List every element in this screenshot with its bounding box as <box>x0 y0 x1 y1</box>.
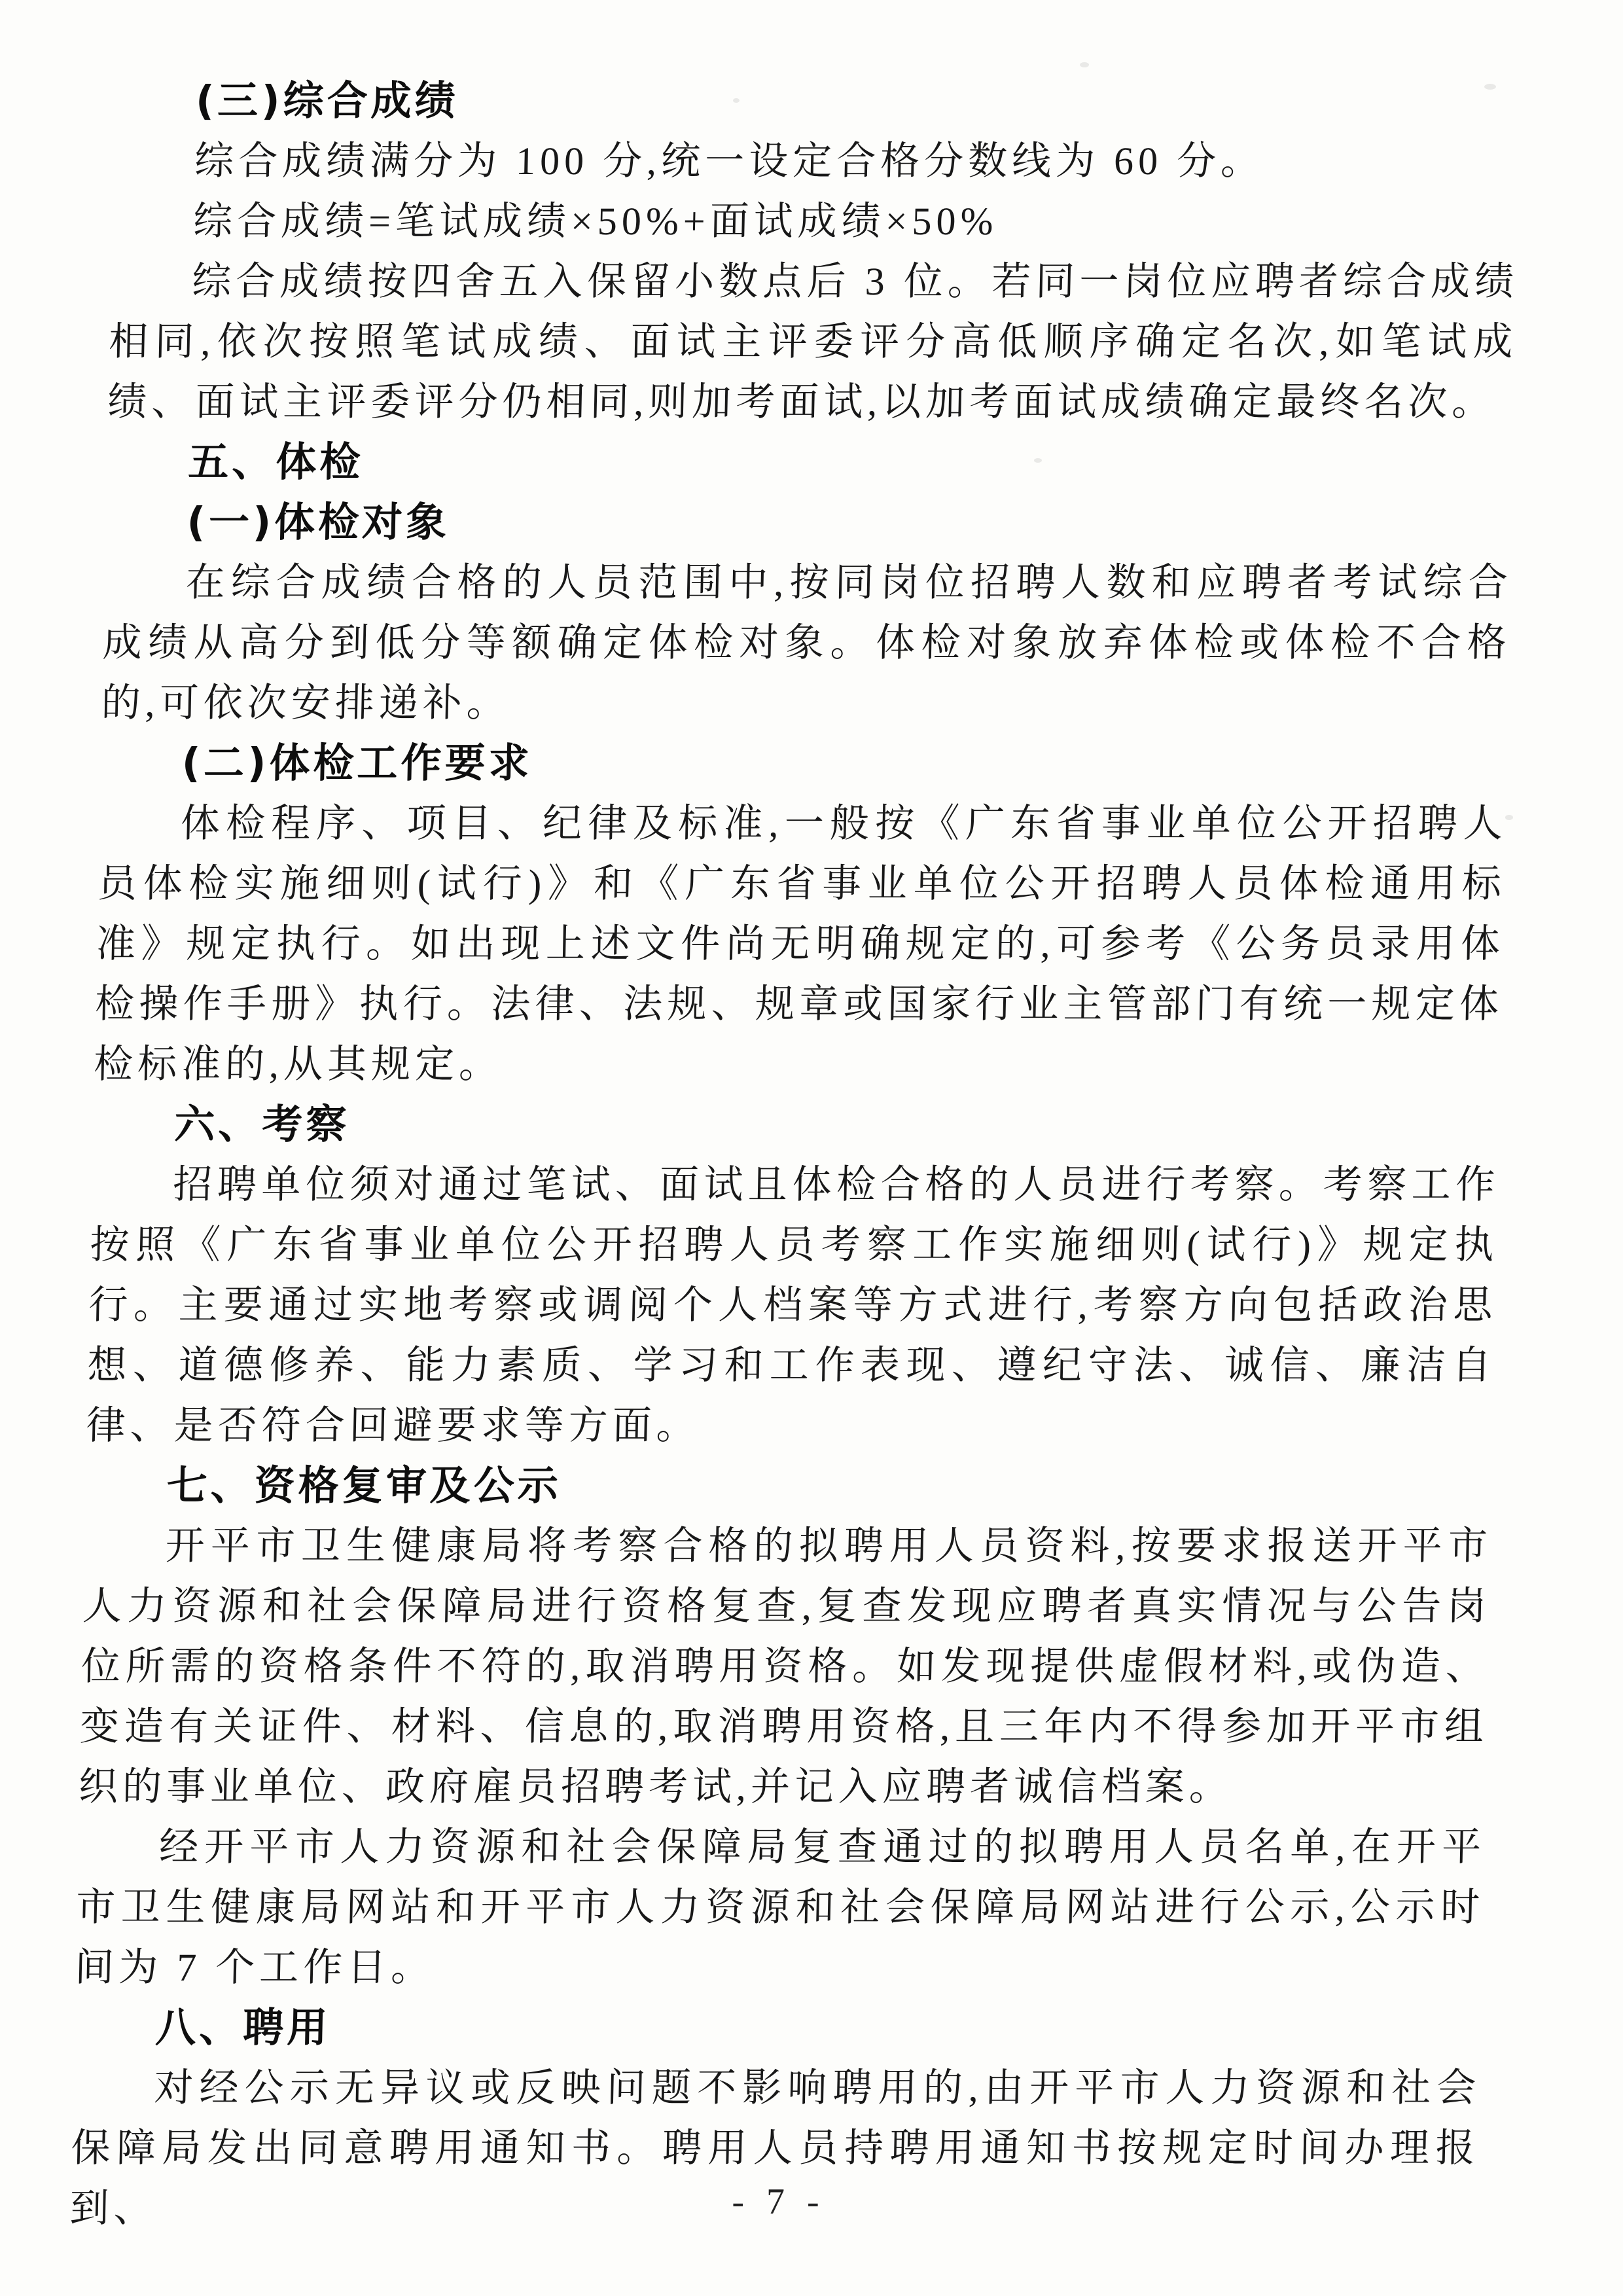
paragraph: 开平市卫生健康局将考察合格的拟聘用人员资料,按要求报送开平市人力资源和社会保障局进行资格复查,复查发现应聘者真实情况与公告岗位所需的资格条件不符的,取消聘用资格。如发现提供虚假材料,或伪造、变造有关证件、材料、信息的,取消聘用资格,且三年内不得参加开平市组织的事业单位、政府雇员招聘考试,并记入应聘者诚信档案。 <box>78 1524 1493 1808</box>
paragraph: 经开平市人力资源和社会保障局复查通过的拟聘用人员名单,在开平市卫生健康局网站和开平市人力资源和社会保障局网站进行公示,公示时间为 7 个工作日。 <box>74 1825 1486 1989</box>
section-heading: 七、资格复审及公示 <box>166 1462 562 1509</box>
section-heading: 八、聘用 <box>154 2003 332 2051</box>
paragraph: 综合成绩按四舍五入保留小数点后 3 位。若同一岗位应聘者综合成绩相同,依次按照笔试成绩、面试主评委评分高低顺序确定名次,如笔试成绩、面试主评委评分仍相同,则加考面试,以加考面试成绩确定最终名次。 <box>107 260 1519 423</box>
section-heading: 六、考察 <box>173 1100 351 1148</box>
paragraph: 综合成绩满分为 100 分,统一设定合格分数线为 60 分。 <box>194 139 1265 183</box>
paragraph: 综合成绩=笔试成绩×50%+面试成绩×50% <box>192 200 999 243</box>
paragraph: 在综合成绩合格的人员范围中,按同岗位招聘人数和应聘者考试综合成绩从高分到低分等额确定体检对象。体检对象放弃体检或体检不合格的,可依次安排递补。 <box>101 561 1513 725</box>
page-number: - 7 - <box>732 2181 826 2222</box>
paragraph: 对经公示无异议或反映问题不影响聘用的,由开平市人力资源和社会保障局发出同意聘用通知书。聘用人员持聘用通知书按规定时间办理报到、 <box>69 2066 1482 2230</box>
paragraph: 体检程序、项目、纪律及标准,一般按《广东省事业单位公开招聘人员体检实施细则(试行)》和《广东省事业单位公开招聘人员体检通用标准》规定执行。如出现上述文件尚无明确规定的,可参考《公务员录用体检操作手册》执行。法律、法规、规章或国家行业主管部门有统一规定体检标准的,从其规定。 <box>93 802 1508 1086</box>
section-heading: (二)体检工作要求 <box>181 739 533 787</box>
paragraph: 招聘单位须对通过笔试、面试且体检合格的人员进行考察。考察工作按照《广东省事业单位公开招聘人员考察工作实施细则(试行)》规定执行。主要通过实地考察或调阅个人档案等方式进行,考察方向包括政治思想、道德修养、能力素质、学习和工作表现、遵纪守法、诚信、廉洁自律、是否符合回避要求等方面。 <box>85 1163 1501 1447</box>
scan-speck <box>1080 62 1089 67</box>
section-heading: (三)综合成绩 <box>195 77 459 124</box>
document-body <box>69 71 1523 2238</box>
section-heading: 五、体检 <box>187 438 365 486</box>
section-heading: (一)体检对象 <box>186 498 451 546</box>
